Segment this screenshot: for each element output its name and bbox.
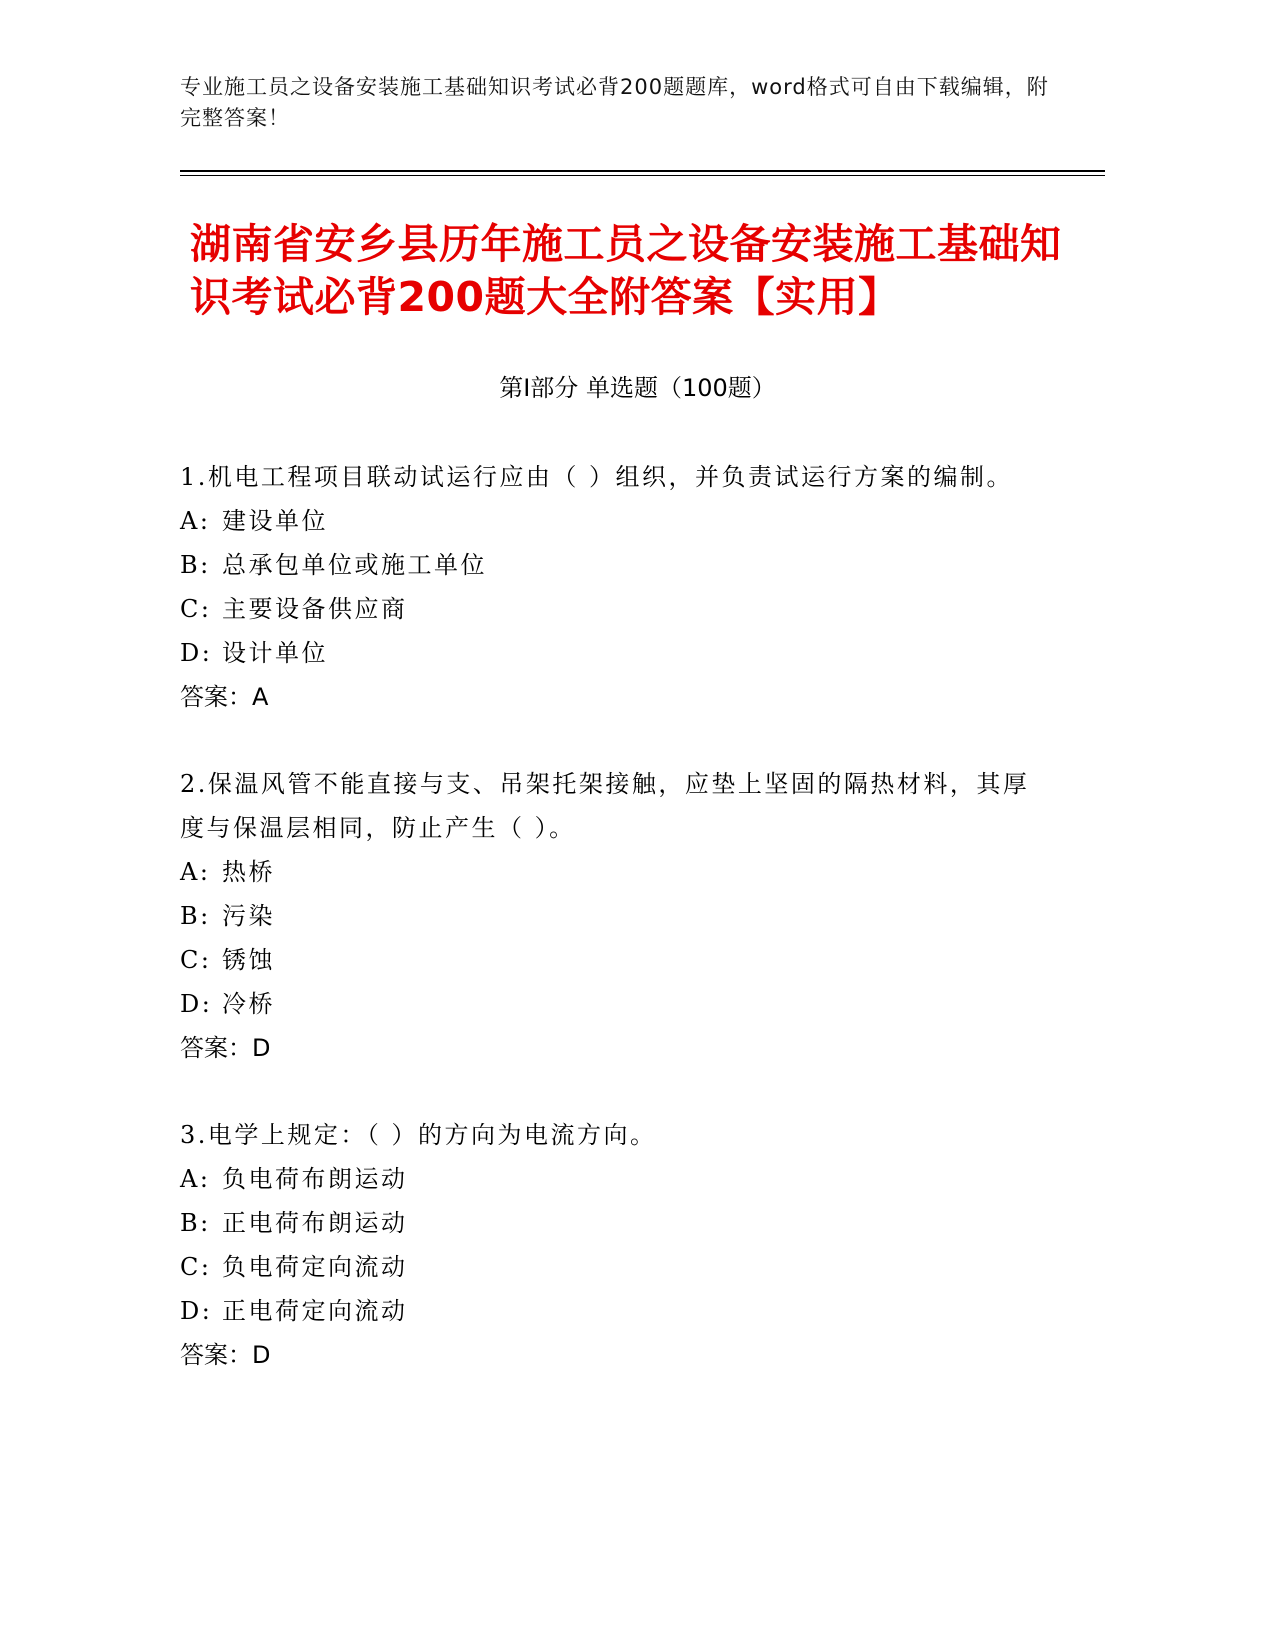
option-text: 设计单位 xyxy=(222,639,328,667)
option-c xyxy=(180,587,1040,631)
option-a xyxy=(180,499,1040,543)
option-key: D: xyxy=(180,1297,213,1325)
option-key: B: xyxy=(180,551,211,579)
option-b xyxy=(180,1201,1040,1245)
question-list xyxy=(180,455,1040,1420)
option-b xyxy=(180,543,1040,587)
section-title: 第Ⅰ部分 单选题（100题） xyxy=(499,374,776,402)
header-rule-thick xyxy=(180,170,1105,172)
answer-line: 答案：D xyxy=(180,1341,271,1369)
header-rule-thin xyxy=(180,175,1105,176)
option-text: 热桥 xyxy=(222,858,275,886)
option-d xyxy=(180,982,1040,1026)
option-key: C: xyxy=(180,1253,212,1281)
option-text: 正电荷定向流动 xyxy=(222,1297,408,1325)
option-text: 建设单位 xyxy=(222,507,328,535)
question-1 xyxy=(180,455,1040,719)
question-stem: 2.保温风管不能直接与支、吊架托架接触，应垫上坚固的隔热材料，其厚度与保温层相同，防止产生（ ）。 xyxy=(180,770,1030,842)
option-key: A: xyxy=(180,1165,211,1193)
option-key: C: xyxy=(180,946,212,974)
option-text: 总承包单位或施工单位 xyxy=(222,551,487,579)
question-stem: 3.电学上规定：（ ）的方向为电流方向。 xyxy=(180,1121,657,1149)
option-key: D: xyxy=(180,990,213,1018)
option-a xyxy=(180,850,1040,894)
option-text: 负电荷定向流动 xyxy=(222,1253,408,1281)
document-title: 湖南省安乡县历年施工员之设备安装施工基础知识考试必背200题大全附答案【实用】 xyxy=(190,220,1062,321)
option-key: C: xyxy=(180,595,212,623)
question-2 xyxy=(180,762,1040,1070)
question-stem: 1.机电工程项目联动试运行应由（ ）组织，并负责试运行方案的编制。 xyxy=(180,463,1014,491)
option-key: B: xyxy=(180,1209,211,1237)
option-b xyxy=(180,894,1040,938)
option-d xyxy=(180,1289,1040,1333)
option-c xyxy=(180,938,1040,982)
option-text: 正电荷布朗运动 xyxy=(222,1209,408,1237)
option-text: 冷桥 xyxy=(222,990,275,1018)
option-text: 负电荷布朗运动 xyxy=(222,1165,408,1193)
option-key: A: xyxy=(180,858,211,886)
option-text: 锈蚀 xyxy=(222,946,275,974)
answer-line: 答案：D xyxy=(180,1034,271,1062)
option-c xyxy=(180,1245,1040,1289)
answer-line: 答案：A xyxy=(180,683,269,711)
option-key: B: xyxy=(180,902,211,930)
header-note: 专业施工员之设备安装施工基础知识考试必背200题题库，word格式可自由下载编辑，附完整答案！ xyxy=(180,75,1049,130)
option-a xyxy=(180,1157,1040,1201)
option-text: 主要设备供应商 xyxy=(222,595,408,623)
question-3 xyxy=(180,1113,1040,1377)
option-key: D: xyxy=(180,639,213,667)
option-key: A: xyxy=(180,507,211,535)
option-text: 污染 xyxy=(222,902,275,930)
option-d xyxy=(180,631,1040,675)
